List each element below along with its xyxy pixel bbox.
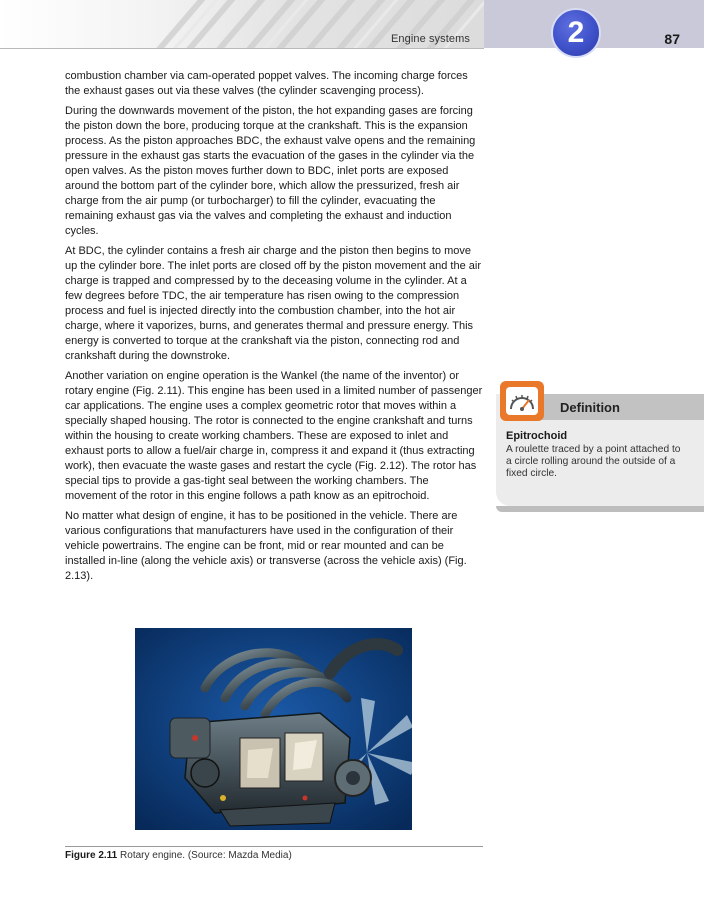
paragraph: combustion chamber via cam-operated poppet valves. The incoming charge forces the exhaust gases out via these valves (the cylinder scavenging process). <box>65 70 468 97</box>
paragraph: At BDC, the cylinder contains a fresh air charge and the piston then begins to move up the cylinder bore. The inlet ports are closed off by the piston movement and the air charge is trapped and compressed by to the deceasing volume in the cylinder. At a few degrees before TDC, the air temperature has risen owing to the compression process and fuel is injected directly into the combustion chamber, into the hot air charge, where it vaporizes, burns, and generates thermal and pressure energy. This energy is converted to torque at the crankshaft via the piston, connecting rod and crankshaft during the downstroke. <box>65 245 482 362</box>
running-title: Engine systems <box>390 33 470 45</box>
definition-term: Epitrochoid <box>506 430 568 442</box>
gauge-icon <box>500 381 544 421</box>
paragraph: No matter what design of engine, it has to be positioned in the vehicle. There are various configurations that manufacturers have used in the configuration of their vehicle powertrains. The engine can be front, mid or rear mounted and can be installed in-line (along the vehicle axis) or transverse (across the vehicle axis) (Fig. 2.13). <box>65 510 467 582</box>
figure-label: Figure 2.11 <box>65 850 118 861</box>
header-rule <box>0 48 484 49</box>
paragraph: During the downwards movement of the piston, the hot expanding gases are forcing the piston down the bore, producing torque at the crankshaft. This is the expansion process. As the piston approaches BDC, the exhaust valve opens and the remaining pressure in the exhaust gas starts the evacuation of the gases in the cylinder via the open valves. As the piston moves further down to BDC, inlet ports are exposed around the bottom part of the cylinder bore, which allow the pressurized, fresh air charge from the air pump (or turbocharger) to fill the cylinder, evacuating the remaining exhaust gas via the valves and completing the exhaust and induction cycles. <box>65 105 476 237</box>
rotary-engine-photo <box>135 628 412 830</box>
paragraph: Another variation on engine operation is the Wankel (the name of the inventor) or rotary engine (Fig. 2.11). This engine has been used in a limited number of passenger car applications. The engine uses a complex geometric rotor that moves within a specially shaped housing. The rotor is connected to the engine crankshaft and turns within the housing to create working chambers. These are exposed to inlet and exhaust ports to allow a fuel/air charge in, compress it and expand it (thus extracting work), then evacuate the waste gases and restart the cycle (Fig. 2.12). The rotor has special tips to provide a gas-tight seal between the working chambers. The movement of the rotor in this engine follows a path know as an epitrochoid. <box>65 370 483 502</box>
page-number: 87 <box>664 31 680 47</box>
figure-caption-text: Rotary engine. (Source: Mazda Media) <box>120 850 292 861</box>
figure-caption <box>65 850 292 861</box>
definition-heading: Definition <box>560 400 620 415</box>
caption-rule <box>65 846 483 847</box>
body-text <box>65 69 483 589</box>
definition-text: A roulette traced by a point attached to a circle rolling around the outside of a fixed circle. <box>506 444 681 479</box>
chapter-badge: 2 <box>551 8 601 58</box>
